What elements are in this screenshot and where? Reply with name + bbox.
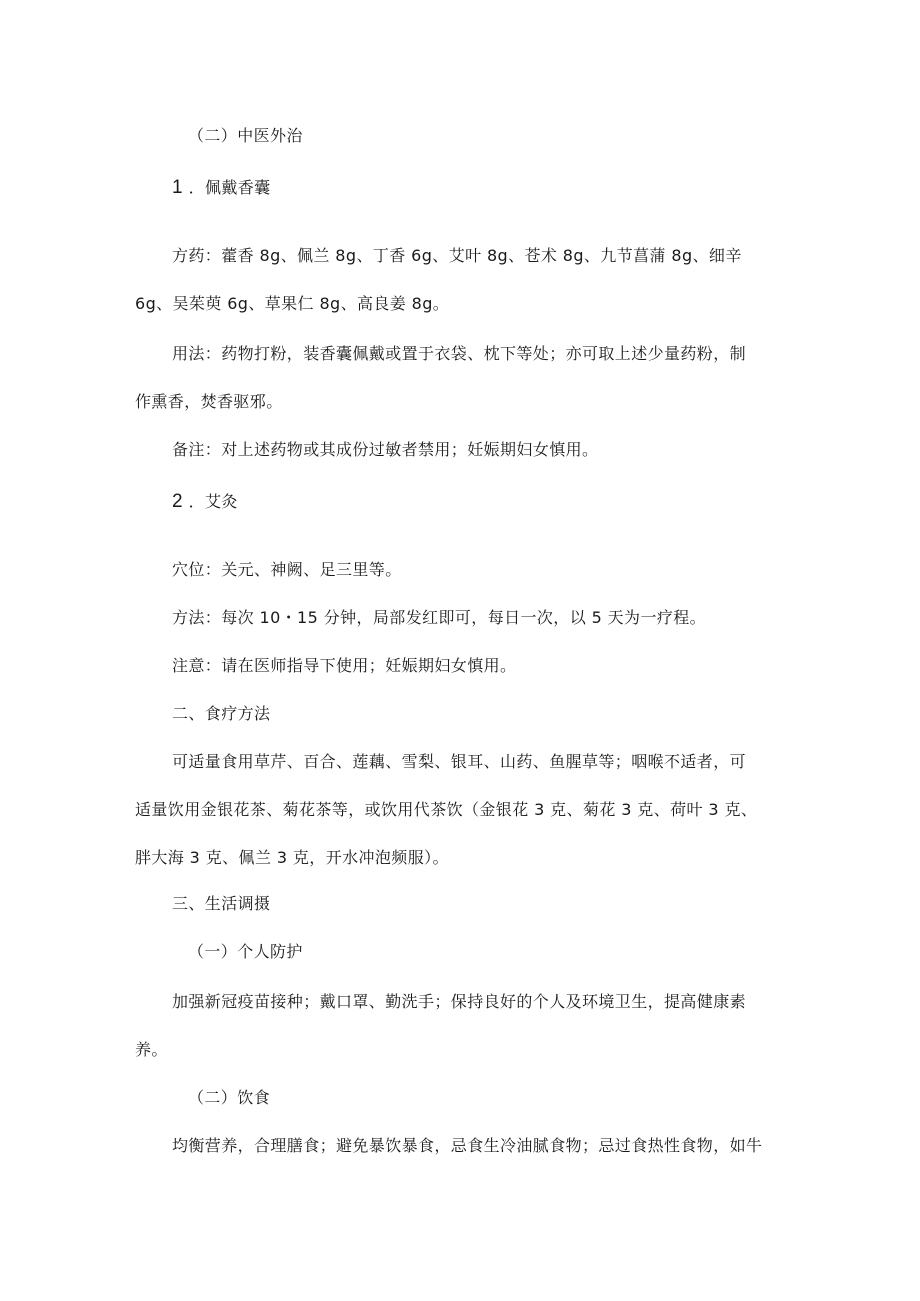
section-heading-diet-therapy: 二、食疗方法 — [172, 704, 271, 723]
paragraph-line: 方法：每次 10・15 分钟，局部发红即可，每日一次，以 5 天为一疗程。 — [172, 608, 707, 627]
paragraph-line: 注意：请在医师指导下使用；妊娠期妇女慎用。 — [172, 656, 517, 675]
item-heading-moxibustion — [172, 491, 238, 513]
paragraph-line: 适量饮用金银花茶、菊花茶等，或饮用代茶饮（金银花 3 克、菊花 3 克、荷叶 3 克、 — [135, 800, 758, 819]
section-heading-lifestyle: 三、生活调摄 — [172, 894, 271, 913]
paragraph-line: 作熏香，焚香驱邪。 — [135, 392, 283, 411]
item-number: 2 — [172, 491, 183, 512]
subsection-heading-protection: （一）个人防护 — [188, 942, 303, 961]
paragraph-line: 胖大海 3 克、佩兰 3 克，开水冲泡频服）。 — [135, 848, 449, 867]
paragraph-line: 可适量食用草芹、百合、莲藕、雪梨、银耳、山药、鱼腥草等；咽喉不适者，可 — [172, 752, 747, 771]
paragraph-line: 6g、吴茱萸 6g、草果仁 8g、高良姜 8g。 — [135, 294, 450, 313]
item-title: ．佩戴香囊 — [188, 178, 271, 197]
paragraph-line: 备注：对上述药物或其成份过敏者禁用；妊娠期妇女慎用。 — [172, 440, 599, 459]
paragraph-line: 用法：药物打粉，装香囊佩戴或置于衣袋、枕下等处；亦可取上述少量药粉，制 — [172, 344, 747, 363]
paragraph-line: 穴位：关元、神阙、足三里等。 — [172, 560, 402, 579]
paragraph-line: 方药：藿香 8g、佩兰 8g、丁香 6g、艾叶 8g、苍术 8g、九节菖蒲 8g、细辛 — [172, 246, 742, 265]
paragraph-line: 养。 — [135, 1040, 168, 1059]
item-heading-sachet — [172, 177, 271, 199]
item-number: 1 — [172, 177, 183, 198]
subsection-heading-diet: （二）饮食 — [188, 1088, 271, 1107]
item-title: ．艾灸 — [188, 492, 238, 511]
section-heading-tcm-external: （二）中医外治 — [188, 126, 303, 145]
paragraph-line: 加强新冠疫苗接种；戴口罩、勤洗手；保持良好的个人及环境卫生，提高健康素 — [172, 992, 747, 1011]
paragraph-line: 均衡营养，合理膳食；避免暴饮暴食，忌食生冷油腻食物；忌过食热性食物，如牛 — [172, 1136, 763, 1155]
